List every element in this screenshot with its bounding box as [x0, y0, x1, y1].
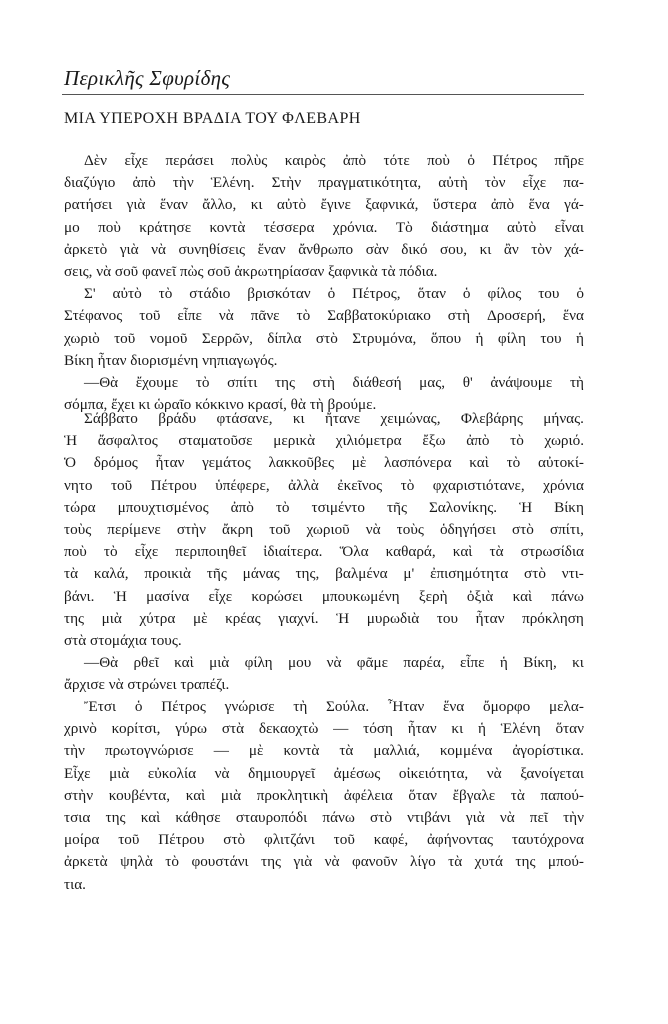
text-line: τὴν πρωτογνώρισε — μὲ κοντὰ τὰ μαλλιά, κομμένα ἀγορίστικα. [64, 742, 584, 760]
section-1 [64, 150, 584, 416]
text-line: Ὁ δρόμος ἦταν γεμάτος λακκοῦβες μὲ λασπόνερα καὶ τὸ αὐτοκί- [64, 454, 584, 472]
text-line: βάνι. Ἡ μασίνα εἶχε κορώσει μπουκωμένη ξερὴ ὀξιὰ καὶ πάνω [64, 587, 584, 605]
page-header-author: Περικλῆς Σφυρίδης [64, 66, 231, 90]
text-line: Σάββατο βράδυ φτάσανε, κι ἤτανε χειμώνας, Φλεβάρης μήνας. [84, 410, 584, 427]
text-line: ἄρχισε νὰ στρώνει τραπέζι. [64, 676, 230, 694]
text-line: ἀρκετὸ γιὰ νὰ συνηθίσεις ἕναν ἄνθρωπο σὰν δικό σου, κι ἂν τὸν χά- [64, 240, 584, 258]
text-line: χρινὸ κορίτσι, γύρω στὰ δεκαοχτὼ — τόση ἦταν κι ἡ Ἑλένη ὅταν [64, 720, 584, 738]
text-line: στὴν κουβέντα, καὶ μιὰ προκλητικὴ ἀφέλεια ὅταν ἔβγαλε τὰ παπού- [64, 786, 584, 804]
section-2 [64, 408, 584, 696]
text-line: νητο τοῦ Πέτρου ὑπέφερε, ἀλλὰ ἐκεῖνος τὸ φχαριστιότανε, χρόνια [64, 476, 584, 494]
text-line: ποὺ τὸ εἶχε περιποιηθεῖ ἰδιαίτερα. Ὅλα καθαρά, καὶ τὰ στρωσίδια [64, 543, 584, 561]
text-line: διαζύγιο ἀπὸ τὴν Ἑλένη. Στὴν πραγματικότητα, αὐτὴ τὸν εἶχε πα- [64, 174, 584, 192]
text-line: σόμπα, ἔχει κι ὡραῖο κόκκινο κρασί, θὰ τὴ βρούμε. [64, 396, 377, 414]
text-line: Εἶχε μιὰ εὐκολία νὰ δημιουργεῖ ἀμέσως οἰκειότητα, νὰ ξανοίγεται [64, 764, 584, 782]
text-line: χωριὸ τοῦ νομοῦ Σερρῶν, δίπλα στὸ Στρυμόνα, ὅπου ἡ φίλη του ἡ [64, 329, 584, 347]
text-line: Δὲν εἶχε περάσει πολὺς καιρὸς ἀπὸ τότε ποὺ ὁ Πέτρος πῆρε [84, 152, 584, 169]
text-line: —Θὰ ρθεῖ καὶ μιὰ φίλη μου νὰ φᾶμε παρέα, εἶπε ἡ Βίκη, κι [84, 654, 584, 672]
text-line: μοίρα τοῦ Πέτρου στὸ φλιτζάνι τοῦ καφέ, ἀφήνοντας ταυτόχρονα [64, 831, 584, 849]
section-3 [64, 696, 584, 896]
text-line: —Θὰ ἔχουμε τὸ σπίτι της στὴ διάθεσή μας, θ' ἀνάψουμε τὴ [84, 373, 584, 391]
text-line: μο ποὺ κράτησε κοντὰ τέσσερα χρόνια. Τὸ διάστημα αὐτὸ εἶναι [64, 218, 584, 236]
text-line: Ἡ ἄσφαλτος σταματοῦσε μερικὰ χιλιόμετρα ἔξω ἀπὸ τὸ χωριό. [64, 432, 584, 450]
text-line: σεις, νὰ σοῦ φανεῖ πὼς σοῦ ἀκρωτηρίασαν ξαφνικὰ τὰ πόδια. [64, 262, 438, 280]
text-line: τώρα μπουχτισμένος ἀπὸ τὸ τσιμέντο τῆς Σαλονίκης. Ἡ Βίκη [64, 498, 584, 516]
text-line: ἀρκετὰ ψηλὰ τὸ φουστάνι της γιὰ νὰ φανοῦν λίγο τὰ χυτά της μπού- [64, 853, 584, 871]
text-line: ρατήσει γιὰ ἕναν ἄλλο, κι αὐτὸ ἔγινε ξαφνικά, ὕστερα ἀπὸ ἕνα γά- [64, 196, 584, 214]
text-line: της μιὰ χύτρα μὲ κρέας γιαχνί. Ἡ μυρωδιὰ του ἦταν πρόκληση [64, 609, 584, 627]
text-line: στὰ στομάχια τους. [64, 631, 182, 649]
text-line: Ἔτσι ὁ Πέτρος γνώρισε τὴ Σούλα. Ἦταν ἕνα ὄμορφο μελα- [84, 698, 584, 715]
text-line: τια. [64, 875, 86, 893]
header-rule [62, 94, 584, 95]
story-title: ΜΙΑ ΥΠΕΡΟΧΗ ΒΡΑΔΙΑ ΤΟΥ ΦΛΕΒΑΡΗ [64, 110, 361, 127]
text-line: τσια της καὶ κάθησε σταυροπόδι πάνω στὸ ντιβάνι γιὰ νὰ πεῖ τὴν [64, 808, 584, 826]
text-line: τὰ καλά, προικιὰ τῆς μάνας της, βαλμένα μ' ἐπισημότητα στὸ ντι- [64, 565, 584, 583]
text-line: Στέφανος τοῦ εἶπε νὰ πᾶνε τὸ Σαββατοκύριακο στὴ Δροσερή, ἕνα [64, 307, 584, 325]
text-line: Σ' αὐτὸ τὸ στάδιο βρισκόταν ὁ Πέτρος, ὅταν ὁ φίλος του ὁ [84, 285, 584, 303]
text-line: τοὺς περίμενε στὴν ἄκρη τοῦ χωριοῦ νὰ τοὺς ὁδηγήσει στὸ σπίτι, [64, 520, 584, 538]
text-line: Βίκη ἦταν διορισμένη νηπιαγωγός. [64, 351, 278, 369]
